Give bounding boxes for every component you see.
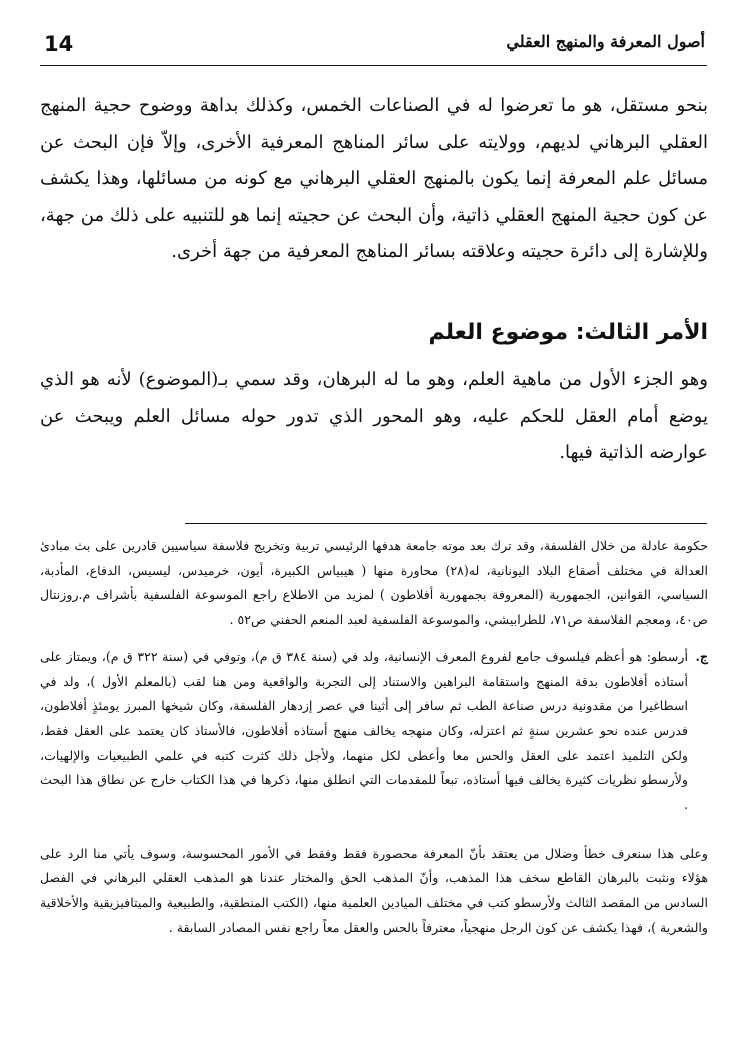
- footnote-final: وعلى هذا سنعرف خطأ وضلال من يعتقد بأنّ المعرفة محصورة فقط وفقط في الأمور المحسوسة، وسوف يأتي منا الرد على هؤلاء ونثبت بالبرهان القاطع سخف هذا المذهب، وأنّ المذهب الحق والمختار عندنا هو المذهب العقلي البرهاني في الفصل السادس من المقصد الثالث ولأرسطو كتب في مختلف الميادين العلمية منها، (الكتب المنطقية، والطبيعية والميتافيزيقية والأخلاقية والشعرية )، فهذا يكشف عن كون الرجل منهجياً، معترفاً بالحس والعقل معاً راجع نفس المصادر السابقة .: [40, 845, 708, 935]
- section-heading-text: الأمر الثالث: موضوع العلم: [428, 320, 708, 345]
- footnote-continuation: حكومة عادلة من خلال الفلسفة، وقد ترك بعد موته جامعة هدفها الرئيسي تربية وتخريج فلاسفة سياسيين قادرين على بث مبادئ العدالة في مختلف أصقاع البلاد اليونانية، له(٢٨) محاورة منها ( هيبياس الكبيرة، أيون، خرميدس، ليسيس، الدفاع، المأدبة، السياسي، القوانين، الجمهورية (المعروفة بجمهورية أفلاطون ) لمزيد من الاطلاع راجع الموسوعة الفلسفية بأشراف م.روزنتال ص٤٠، ومعجم الفلاسفة ص٧١، للطرابيشي، والموسوعة الفلسفية لعبد المنعم الحفني ص٥٢ .: [40, 538, 708, 628]
- footnote-c-marker: ج.: [695, 648, 708, 664]
- page-number: 14: [44, 32, 74, 56]
- footnotes: [40, 534, 708, 941]
- body-paragraph-1-text: بنحو مستقل، هو ما تعرضوا له في الصناعات الخمس، وكذلك بداهة ووضوح حجية المنهج العقلي البرهاني لديهم، وولايته على سائر المناهج المعرفية الأخرى، وإلاّ فإن البحث عن مسائل علم المعرفة إنما يكون بالمنهج العقلي البرهاني مع كونه من مسائلها، وهذا يكشف عن كون حجية المنهج العقلي ذاتية، وأن البحث عن حجيته إنما هو للتنبيه على ذلك من جهة، وللإشارة إلى دائرة حجيته وعلاقته بسائر المناهج المعرفية من جهة أخرى.: [40, 95, 708, 263]
- header-rule: [40, 65, 707, 66]
- footnote-rule: [185, 523, 707, 524]
- footnote-c: [40, 645, 708, 818]
- section-heading: [40, 317, 708, 349]
- page-header: [40, 20, 707, 68]
- body-paragraph-2-text: وهو الجزء الأول من ماهية العلم، وهو ما له البرهان، وقد سمي بـ(الموضوع) لأنه هو الذي يوضع أمام العقل للحكم عليه، وهو المحور الذي تدور حوله مسائل العلم ويبحث عن عوارضه الذاتية فيها.: [40, 369, 708, 464]
- body-paragraph-1: [40, 88, 708, 271]
- running-head: أصول المعرفة والمنهج العقلي: [506, 32, 705, 51]
- footnote-c-text: أرسطو: هو أعظم فيلسوف جامع لفروع المعرف الإنسانية، ولد في (سنة ٣٨٤ ق م)، وتوفي في (سنة ٣٢٢ ق م)، ويمتاز على أستاذه أفلاطون بدقة المنهج واستقامة البراهين والاستناد إلى التجربة والواقعية ومن هنا لقب (بالمعلم الأول )، ولد في اسطاغيرا من مقدونية درس صناعة الطب ثم سافر إلى أثينا في عصر إزدهار الفلسفة، وكان شيخها المبرز يومئذٍ أفلاطون، فدرس عنده نحو عشرين سنةٍ ثم اعتزله، وكان منهجه يخالف منهج أستاذه أفلاطون، فالأستاذ كان يعتمد على العقل فقط، ولكن التلميذ اعتمد على العقل والحس معا وأعطى لكل منهما، ولأجل ذلك كثرت كتبه في علمي الطبيعيات والإلهيات، ولأرسطو نظريات كثيرة يخالف فيها أستاذه، تبعاً للمقدمات التي انطلق منها، ذكرها في هذا الكتاب خارج عن نطاق هذا البحث .: [40, 648, 689, 813]
- body-paragraph-2: [40, 362, 708, 472]
